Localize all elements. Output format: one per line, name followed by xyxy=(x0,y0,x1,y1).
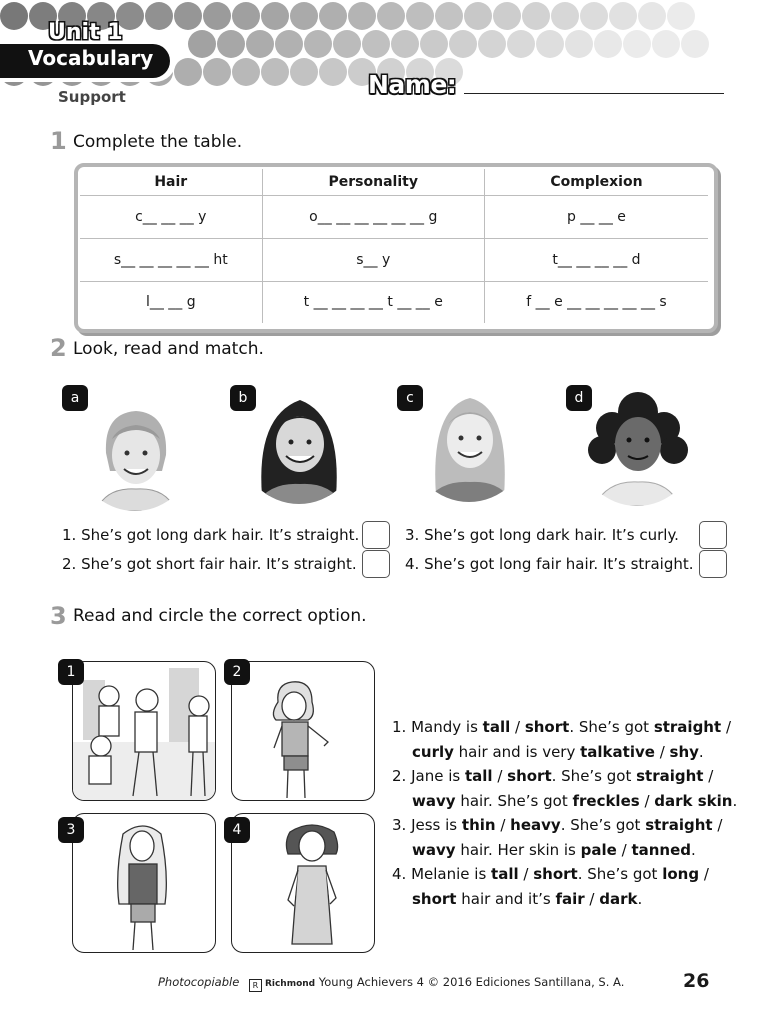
header-dot xyxy=(464,2,492,30)
header-dot xyxy=(667,2,695,30)
header-dot xyxy=(536,30,564,58)
sentence-line: Jess is thin / heavy. She’s got straight / xyxy=(411,816,723,834)
photo-girl-dark-curly-hair xyxy=(578,388,696,506)
match-answer-box-3[interactable] xyxy=(699,521,727,549)
table-cell[interactable]: f __ e __ __ __ __ __ s xyxy=(484,281,708,323)
unit-title: Unit 1 xyxy=(48,20,123,45)
match-sentence-1: 1. She’s got long dark hair. It’s straight. xyxy=(62,526,360,544)
header-dot xyxy=(377,2,405,30)
table-cell[interactable]: s__ y xyxy=(262,238,484,281)
photo-label-a: a xyxy=(62,385,88,411)
circle-option[interactable]: tanned xyxy=(631,840,691,859)
table-header: Hair xyxy=(80,169,262,196)
header-dot xyxy=(551,2,579,30)
richmond-logo-icon: R xyxy=(249,979,262,992)
footer-credit xyxy=(158,975,624,992)
illustration-panel-1 xyxy=(72,661,216,801)
circle-sentence-4 xyxy=(392,862,709,911)
panel-label-2: 2 xyxy=(224,659,250,685)
header-dot xyxy=(217,30,245,58)
copyright-text: Young Achievers 4 © 2016 Ediciones Santillana, S. A. xyxy=(318,975,625,989)
circle-option[interactable]: dark xyxy=(599,889,638,908)
header-dot xyxy=(507,30,535,58)
header-dot xyxy=(420,30,448,58)
circle-sentence-3 xyxy=(392,813,722,862)
sentence-line: Jane is tall / short. She’s got straight / xyxy=(411,767,714,785)
panel-label-3: 3 xyxy=(58,817,84,843)
circle-option[interactable]: pale xyxy=(580,840,617,859)
header-dot xyxy=(145,2,173,30)
circle-option[interactable]: tall xyxy=(482,718,511,736)
circle-option[interactable]: freckles xyxy=(572,791,640,810)
illustration-panel-3 xyxy=(72,813,216,953)
table-cell[interactable]: c__ __ __ y xyxy=(80,196,262,239)
photo-label-c: c xyxy=(397,385,423,411)
header-dot xyxy=(261,2,289,30)
header-dot xyxy=(290,58,318,86)
circle-option[interactable]: short xyxy=(507,767,552,785)
name-field-line[interactable] xyxy=(464,93,724,94)
circle-option[interactable]: tall xyxy=(491,865,519,883)
circle-option[interactable]: tall xyxy=(464,767,493,785)
sentence-number: 3. xyxy=(392,816,412,834)
header-dot xyxy=(232,2,260,30)
photo-girl-short-fair-hair xyxy=(76,393,194,511)
sentence-line: Mandy is tall / short. She’s got straight / xyxy=(411,718,731,736)
sentence-number: 1. xyxy=(392,718,412,736)
header-dot xyxy=(174,2,202,30)
panel-label-4: 4 xyxy=(224,817,250,843)
header-dot xyxy=(638,2,666,30)
header-dot xyxy=(406,2,434,30)
header-dot xyxy=(319,58,347,86)
exercise-1-number: 1 xyxy=(50,127,67,155)
header-dot xyxy=(188,30,216,58)
sentence-line: short hair and it’s fair / dark. xyxy=(412,889,643,908)
header-dot xyxy=(203,58,231,86)
match-sentence-2: 2. She’s got short fair hair. It’s straight. xyxy=(62,555,357,573)
illustration-panel-2 xyxy=(231,661,375,801)
photocopiable-label: Photocopiable xyxy=(158,975,240,989)
header-dot xyxy=(623,30,651,58)
header-dot xyxy=(0,2,28,30)
match-answer-box-4[interactable] xyxy=(699,550,727,578)
circle-option[interactable]: straight xyxy=(636,767,704,785)
vocabulary-table xyxy=(80,169,708,323)
header-dot xyxy=(652,30,680,58)
page-number: 26 xyxy=(683,970,710,992)
table-cell[interactable]: o__ __ __ __ __ __ g xyxy=(262,196,484,239)
section-title: Vocabulary xyxy=(28,46,154,70)
circle-sentence-1 xyxy=(392,715,731,764)
sentence-line: wavy hair. She’s got freckles / dark skin. xyxy=(412,791,738,810)
header-dot xyxy=(594,30,622,58)
circle-option[interactable]: curly xyxy=(412,742,454,761)
illustration-panel-4 xyxy=(231,813,375,953)
header-dot xyxy=(681,30,709,58)
header-dot xyxy=(174,58,202,86)
name-label: Name: xyxy=(368,70,457,99)
photo-label-d: d xyxy=(566,385,592,411)
circle-option[interactable]: short xyxy=(524,718,570,736)
header-dot xyxy=(203,2,231,30)
header-dot xyxy=(232,58,260,86)
header-dot xyxy=(319,2,347,30)
sentence-line: curly hair and is very talkative / shy. xyxy=(412,742,704,761)
header-dot xyxy=(333,30,361,58)
circle-option[interactable]: thin xyxy=(461,816,496,834)
exercise-2-number: 2 xyxy=(50,334,67,362)
header-dot xyxy=(304,30,332,58)
photo-label-b: b xyxy=(230,385,256,411)
table-cell[interactable]: t__ __ __ __ d xyxy=(484,238,708,281)
circle-option[interactable]: fair xyxy=(555,889,585,908)
circle-option[interactable]: wavy xyxy=(412,840,456,859)
header-dot xyxy=(493,2,521,30)
header-dot xyxy=(435,2,463,30)
table-header: Complexion xyxy=(484,169,708,196)
header-dot xyxy=(565,30,593,58)
header-dot xyxy=(246,30,274,58)
match-sentence-3: 3. She’s got long dark hair. It’s curly. xyxy=(405,526,679,544)
circle-option[interactable]: straight xyxy=(653,718,722,736)
circle-option[interactable]: dark skin xyxy=(654,791,733,810)
header-dot xyxy=(449,30,477,58)
circle-option[interactable]: straight xyxy=(645,816,713,834)
brand-label: Richmond xyxy=(264,979,316,989)
table-header: Personality xyxy=(262,169,484,196)
panel-label-1: 1 xyxy=(58,659,84,685)
table-cell[interactable]: l__ __ g xyxy=(80,281,262,323)
header-dot xyxy=(391,30,419,58)
match-answer-box-2[interactable] xyxy=(362,550,390,578)
match-answer-box-1[interactable] xyxy=(362,521,390,549)
photo-girl-long-dark-hair xyxy=(240,386,358,504)
header-dot xyxy=(261,58,289,86)
header-dot xyxy=(362,30,390,58)
header-dot xyxy=(275,30,303,58)
sentence-number: 2. xyxy=(392,767,412,785)
circle-option[interactable]: short xyxy=(533,865,578,883)
circle-option[interactable]: long xyxy=(662,865,700,883)
circle-option[interactable]: wavy xyxy=(412,791,456,810)
photo-girl-long-fair-hair xyxy=(410,384,528,502)
sentence-number: 4. xyxy=(392,865,412,883)
sentence-line: Melanie is tall / short. She’s got long / xyxy=(411,865,709,883)
header-dot xyxy=(522,2,550,30)
circle-option[interactable]: short xyxy=(412,889,457,908)
exercise-3-instruction: Read and circle the correct option. xyxy=(73,606,367,626)
circle-option[interactable]: heavy xyxy=(510,816,561,834)
table-cell[interactable]: t __ __ __ __ t __ __ e xyxy=(262,281,484,323)
table-cell[interactable]: p __ __ e xyxy=(484,196,708,239)
header-dot xyxy=(478,30,506,58)
header-dot xyxy=(290,2,318,30)
header-dot xyxy=(580,2,608,30)
level-label: Support xyxy=(58,88,126,106)
table-cell[interactable]: s__ __ __ __ __ ht xyxy=(80,238,262,281)
header-dot xyxy=(609,2,637,30)
circle-option[interactable]: talkative xyxy=(580,742,655,761)
exercise-2-instruction: Look, read and match. xyxy=(73,339,264,359)
exercise-1-instruction: Complete the table. xyxy=(73,132,243,152)
match-sentence-4: 4. She’s got long fair hair. It’s straight. xyxy=(405,555,694,573)
circle-sentence-2 xyxy=(392,764,737,813)
circle-option[interactable]: shy xyxy=(669,742,699,761)
exercise-3-number: 3 xyxy=(50,602,67,630)
sentence-line: wavy hair. Her skin is pale / tanned. xyxy=(412,840,696,859)
header-dot xyxy=(348,2,376,30)
